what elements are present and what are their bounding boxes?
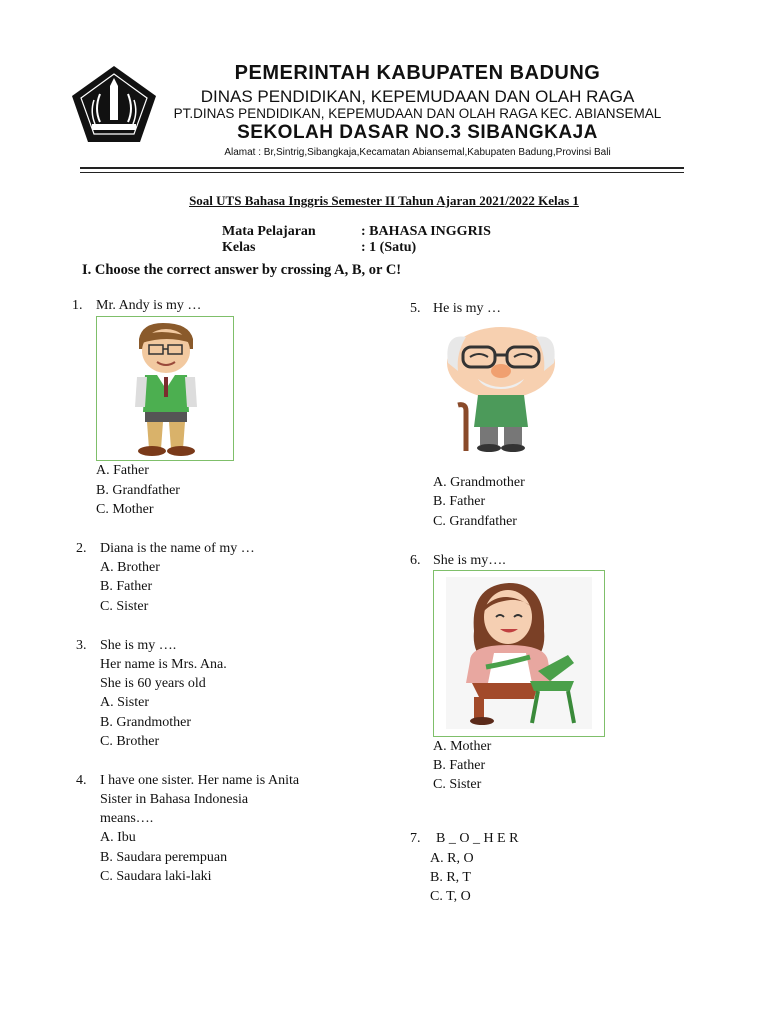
q4-option-c: C. Saudara laki-laki [100, 869, 212, 884]
q1-number: 1. [72, 298, 83, 313]
subject-label: Mata Pelajaran [222, 224, 316, 239]
class-value: : 1 (Satu) [361, 240, 417, 255]
q4-line-3: means…. [100, 811, 154, 826]
q3-text: She is my …. [100, 638, 177, 653]
q5-number: 5. [410, 301, 421, 316]
q7-option-a: A. R, O [430, 851, 474, 866]
q5-option-c: C. Grandfather [433, 514, 517, 529]
q1-option-a: A. Father [96, 463, 149, 478]
q3-option-a: A. Sister [100, 695, 149, 710]
q6-text: She is my…. [433, 553, 506, 568]
class-label: Kelas [222, 240, 256, 255]
q2-option-c: C. Sister [100, 599, 149, 614]
q3-line-3: She is 60 years old [100, 676, 206, 691]
q4-option-a: A. Ibu [100, 830, 136, 845]
q4-text: I have one sister. Her name is Anita [100, 773, 300, 788]
q1-text: Mr. Andy is my … [96, 298, 202, 313]
q2-option-b: B. Father [100, 579, 153, 594]
q5-text: He is my … [433, 301, 502, 316]
q4-line-2: Sister in Bahasa Indonesia [100, 792, 249, 807]
school-name: SEKOLAH DASAR NO.3 SIBANGKAJA [237, 122, 598, 143]
father-illustration [96, 316, 234, 461]
q6-option-b: B. Father [433, 758, 486, 773]
q3-number: 3. [76, 638, 87, 653]
q3-option-b: B. Grandmother [100, 715, 191, 730]
q2-option-a: A. Brother [100, 560, 160, 575]
q1-option-c: C. Mother [96, 502, 154, 517]
q5-option-a: A. Grandmother [433, 475, 525, 490]
q5-option-b: B. Father [433, 494, 486, 509]
q7-text: B _ O _ H E R [436, 831, 519, 846]
q7-option-b: B. R, T [430, 870, 471, 885]
q4-option-b: B. Saudara perempuan [100, 850, 228, 865]
q4-number: 4. [76, 773, 87, 788]
grandfather-illustration [438, 323, 564, 453]
q1-option-b: B. Grandfather [96, 483, 180, 498]
q6-option-c: C. Sister [433, 777, 482, 792]
q2-number: 2. [76, 541, 87, 556]
q6-number: 6. [410, 553, 421, 568]
q6-option-a: A. Mother [433, 739, 492, 754]
q7-option-c: C. T, O [430, 889, 471, 904]
header-line-3: PT.DINAS PENDIDIKAN, KEPEMUDAAN DAN OLAH RAGA KEC. ABIANSEMAL [173, 106, 662, 121]
q3-line-2: Her name is Mrs. Ana. [100, 657, 227, 672]
exam-title: Soal UTS Bahasa Inggris Semester II Tahun Ajaran 2021/2022 Kelas 1 [189, 193, 579, 208]
school-address: Alamat : Br,Sintrig,Sibangkaja,Kecamatan Abiansemal,Kabupaten Badung,Provinsi Bali [224, 147, 611, 158]
header-divider-thick [80, 167, 684, 169]
q3-option-c: C. Brother [100, 734, 160, 749]
header-line-1: PEMERINTAH KABUPATEN BADUNG [234, 62, 601, 84]
school-logo [70, 64, 158, 144]
header-divider-thin [80, 172, 684, 173]
header-line-2: DINAS PENDIDIKAN, KEPEMUDAAN DAN OLAH RAGA [200, 87, 635, 106]
q2-text: Diana is the name of my … [100, 541, 255, 556]
grandmother-illustration [433, 570, 605, 737]
subject-value: : BAHASA INGGRIS [361, 224, 491, 239]
q7-number: 7. [410, 831, 421, 846]
instruction: I. Choose the correct answer by crossing A, B, or C! [82, 262, 402, 278]
